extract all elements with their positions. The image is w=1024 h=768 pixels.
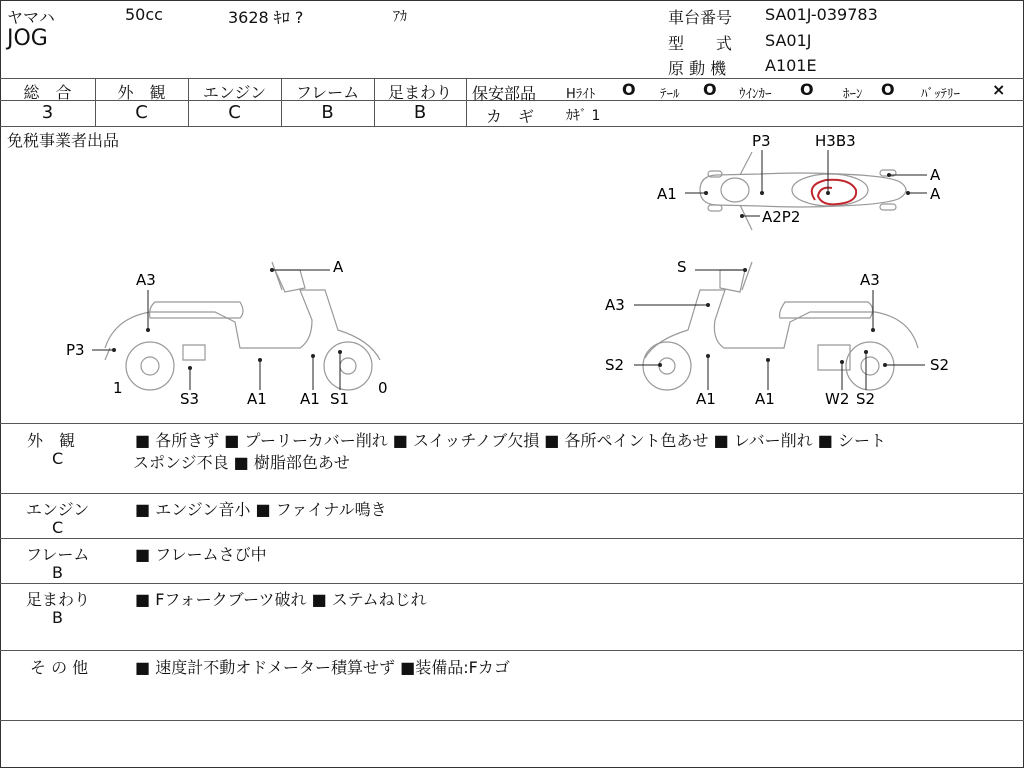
right-label-a3-left: A3 [605, 296, 625, 314]
chassis-label: 車台番号 [668, 8, 733, 27]
safety-item-horn-status: O [881, 80, 895, 99]
top-label-h3b3: H3B3 [815, 132, 856, 150]
safety-item-headlight: Hﾗｲﾄ [566, 87, 596, 102]
top-label-a-upper: A [930, 166, 941, 184]
model-name: JOG [7, 26, 48, 51]
remark-exterior-line2: スポンジ不良 ■ 樹脂部色あせ [133, 453, 350, 472]
left-label-s1: S1 [330, 390, 350, 408]
remark-suspension-label: 足まわり [26, 590, 91, 609]
right-label-w2: W2 [825, 390, 850, 408]
damage-diagram [0, 127, 1024, 423]
divider [0, 78, 1024, 79]
left-label-a1: A1 [247, 390, 267, 408]
grade-exterior-label: 外 観 [117, 83, 166, 102]
remark-engine-grade: C [52, 518, 64, 537]
engine-value: A101E [765, 56, 817, 75]
left-label-0: 0 [378, 379, 388, 397]
top-label-a-lower: A [930, 185, 941, 203]
remark-suspension-grade: B [52, 608, 63, 627]
top-label-p3: P3 [752, 132, 771, 150]
remark-other-label: そ の 他 [30, 658, 89, 677]
divider [0, 538, 1024, 539]
right-label-s2-right: S2 [930, 356, 950, 374]
remark-engine-text: ■ エンジン音小 ■ ファイナル鳴き [135, 500, 387, 519]
grade-frame-value: B [321, 102, 334, 123]
remark-frame-label: フレーム [26, 545, 90, 564]
remark-engine-label: エンジン [26, 500, 90, 519]
type-value: SA01J [765, 31, 812, 50]
left-label-1: 1 [113, 379, 123, 397]
safety-item-horn: ﾎｰﾝ [843, 87, 863, 102]
safety-item-battery-status: × [992, 80, 1006, 99]
scooter-top-view [700, 152, 906, 230]
engine-label: 原 動 機 [668, 59, 727, 78]
remark-exterior-line1: ■ 各所きず ■ プーリーカバー削れ ■ スイッチノブ欠損 ■ 各所ペイント色あせ ■ レバー削れ ■ シート [135, 431, 886, 450]
safety-item-tail-status: O [703, 80, 717, 99]
remark-frame-grade: B [52, 563, 63, 582]
safety-item-tail: ﾃｰﾙ [660, 87, 680, 102]
tax-note: 免税事業者出品 [7, 131, 120, 150]
right-label-a1b: A1 [755, 390, 775, 408]
divider [0, 650, 1024, 651]
top-label-a2p2: A2P2 [762, 208, 801, 226]
chassis-value: SA01J-039783 [765, 5, 878, 24]
grade-engine-label: エンジン [202, 83, 267, 102]
safety-item-winker: ｳｲﾝｶｰ [739, 87, 772, 102]
left-label-p3: P3 [66, 341, 85, 359]
safety-label: 保安部品 [472, 84, 537, 103]
divider [0, 583, 1024, 584]
safety-item-headlight-status: O [622, 80, 636, 99]
divider [0, 720, 1024, 721]
left-label-a: A [333, 258, 344, 276]
grade-frame-label: フレーム [295, 83, 360, 102]
safety-item-battery: ﾊﾞｯﾃﾘｰ [921, 87, 960, 102]
grade-suspension-label: 足まわり [387, 83, 452, 102]
grade-total-label: 総 合 [23, 83, 72, 102]
right-label-s2-left: S2 [605, 356, 625, 374]
remark-suspension-text: ■ Fフォークブーツ破れ ■ ステムねじれ [135, 590, 427, 609]
left-label-a1b: A1 [300, 390, 320, 408]
grade-engine-value: C [228, 102, 241, 123]
divider [0, 493, 1024, 494]
remark-exterior-grade: C [52, 449, 64, 468]
right-label-a3-right: A3 [860, 271, 880, 289]
left-label-a3: A3 [136, 271, 156, 289]
type-label: 型 式 [668, 34, 733, 53]
right-label-a1: A1 [696, 390, 716, 408]
right-label-s2-bottom: S2 [856, 390, 876, 408]
remark-frame-text: ■ フレームさび中 [135, 545, 267, 564]
maker: ヤマハ [7, 8, 55, 27]
key-label: カ ギ [486, 107, 535, 126]
grade-suspension-value: B [413, 102, 427, 123]
divider [0, 423, 1024, 424]
remark-exterior-label: 外 観 [27, 431, 76, 450]
remark-other-text: ■ 速度計不動オドメーター積算せず ■装備品:Fカゴ [135, 658, 510, 677]
divider [466, 78, 467, 126]
body-color: ｱｶ [393, 9, 407, 25]
right-label-s: S [677, 258, 687, 276]
grade-exterior-value: C [135, 102, 148, 123]
safety-item-winker-status: O [800, 80, 814, 99]
key-value: ｶｷﾞ 1 [566, 108, 601, 124]
mileage: 3628 ｷﾛ ? [228, 8, 304, 27]
grade-total-value: 3 [41, 102, 54, 123]
left-label-s3: S3 [180, 390, 200, 408]
top-label-a1: A1 [657, 185, 677, 203]
displacement: 50cc [125, 5, 163, 24]
